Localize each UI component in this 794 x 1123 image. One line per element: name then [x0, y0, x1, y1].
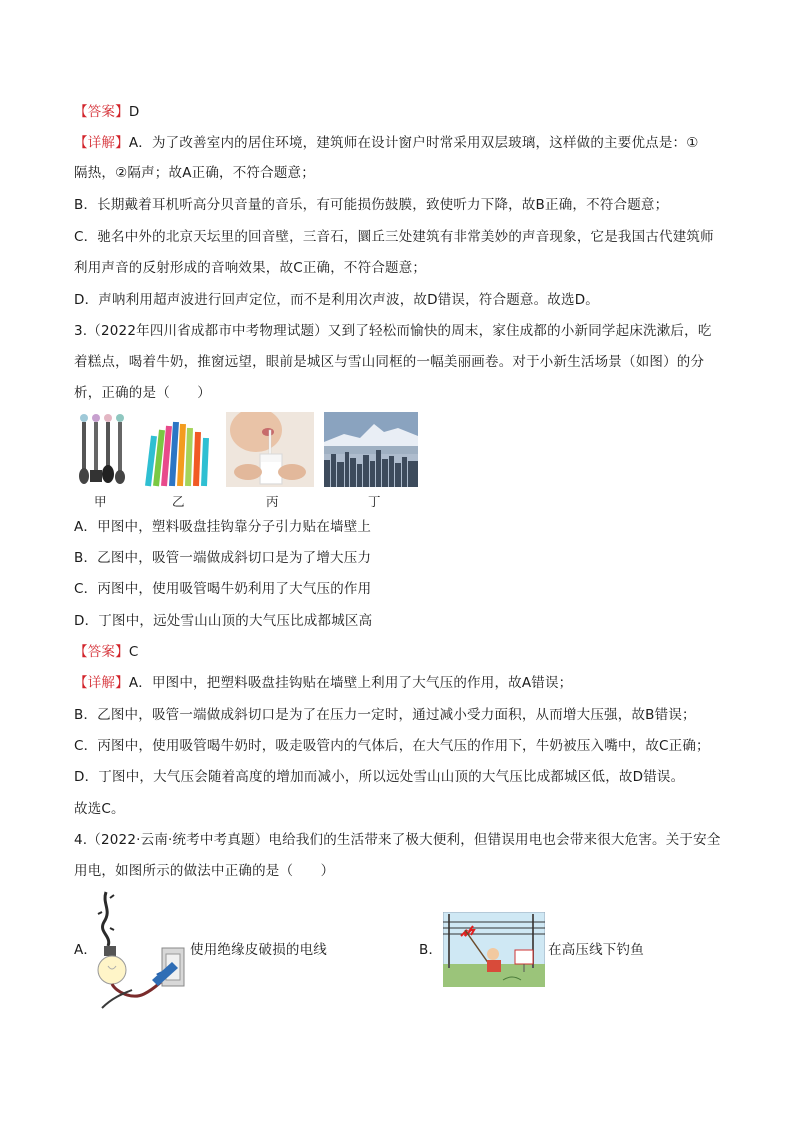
option-c-explain-1: C．驰名中外的北京天坛里的回音壁，三音石，圜丘三处建筑有非常美妙的声音现象，它是我国古代建筑师: [74, 229, 714, 245]
question-4-line-2: 用电，如图所示的做法中正确的是（ ）: [74, 863, 335, 879]
detail-text: A．为了改善室内的居住环境，建筑师在设计窗户时常采用双层玻璃，这样做的主要优点是：①: [128, 135, 699, 151]
detail-line-1: [74, 133, 699, 153]
detail-tag: 【详解】: [74, 675, 129, 691]
q3-option-a: A．甲图中，塑料吸盘挂钩靠分子引力贴在墙壁上: [74, 519, 372, 535]
detail-text: A．甲图中，把塑料吸盘挂钩贴在墙壁上利用了大气压的作用，故A错误；: [128, 675, 573, 691]
q4-option-b-letter: B．: [419, 942, 443, 958]
answer-value: D: [128, 104, 140, 120]
answer-tag: 【答案】: [74, 644, 129, 660]
detail-cont-line: 隔热，②隔声；故A正确，不符合题意；: [74, 165, 315, 181]
question-3-line-2: 着糕点，喝着牛奶，推窗远望，眼前是城区与雪山同框的一幅美丽画卷。对于小新生活场景（如图）的分: [74, 354, 705, 370]
answer-line-2: [74, 642, 138, 662]
q4-option-a-text: 使用绝缘皮破损的电线: [190, 942, 327, 958]
straws-image: [142, 412, 215, 487]
detail-tag: 【详解】: [74, 135, 129, 151]
figure-row: [76, 412, 436, 512]
figure-caption-bing: 丙: [266, 494, 279, 509]
q3-option-c: C．丙图中，使用吸管喝牛奶利用了大气压的作用: [74, 581, 372, 597]
fishing-under-power-line-image: [443, 912, 545, 987]
q3-selection: 故选C。: [74, 801, 125, 817]
question-4-line-1: 4.（2022·云南·统考中考真题）电给我们的生活带来了极大便利，但错误用电也会带来很大危害。关于安全: [74, 832, 721, 848]
q3-explain-d: D．丁图中，大气压会随着高度的增加而减小，所以远处雪山山顶的大气压比成都城区低，故D错误。: [74, 769, 685, 785]
broken-wire-bulb-image: [92, 890, 192, 1010]
q3-explain-c: C．丙图中，使用吸管喝牛奶时，吸走吸管内的气体后，在大气压的作用下，牛奶被压入嘴中，故C正确；: [74, 738, 710, 754]
option-b-explain: B．长期戴着耳机听高分贝音量的音乐，有可能损伤鼓膜，致使听力下降，故B正确，不符合题意；: [74, 197, 669, 213]
detail-line-2: [74, 673, 572, 693]
q3-explain-b: B．乙图中，吸管一端做成斜切口是为了在压力一定时，通过减小受力面积，从而增大压强，故B错误；: [74, 707, 696, 723]
question-3-line-3: 析，正确的是（ ）: [74, 385, 211, 401]
figure-caption-jia: 甲: [94, 494, 107, 509]
city-snow-mountain-image: [324, 412, 418, 487]
utensils-image: [76, 412, 128, 487]
option-d-explain: D．声呐利用超声波进行回声定位，而不是利用次声波，故D错误，符合题意。故选D。: [74, 292, 599, 308]
figure-caption-ding: 丁: [368, 494, 381, 509]
drinking-milk-image: [226, 412, 314, 487]
answer-value: C: [128, 644, 139, 660]
option-c-explain-2: 利用声音的反射形成的音响效果，故C正确，不符合题意；: [74, 260, 427, 276]
figure-caption-yi: 乙: [172, 494, 185, 509]
answer-line-1: [74, 102, 139, 122]
q3-option-d: D．丁图中，远处雪山山顶的大气压比成都城区高: [74, 613, 373, 629]
q3-option-b: B．乙图中，吸管一端做成斜切口是为了增大压力: [74, 550, 372, 566]
q4-option-a-letter: A．: [74, 942, 98, 958]
answer-tag: 【答案】: [74, 104, 129, 120]
q4-option-b-text: 在高压线下钓鱼: [548, 942, 644, 958]
question-3-line-1: 3.（2022年四川省成都市中考物理试题）又到了轻松而愉快的周末，家住成都的小新同学起床洗漱后，吃: [74, 323, 712, 339]
